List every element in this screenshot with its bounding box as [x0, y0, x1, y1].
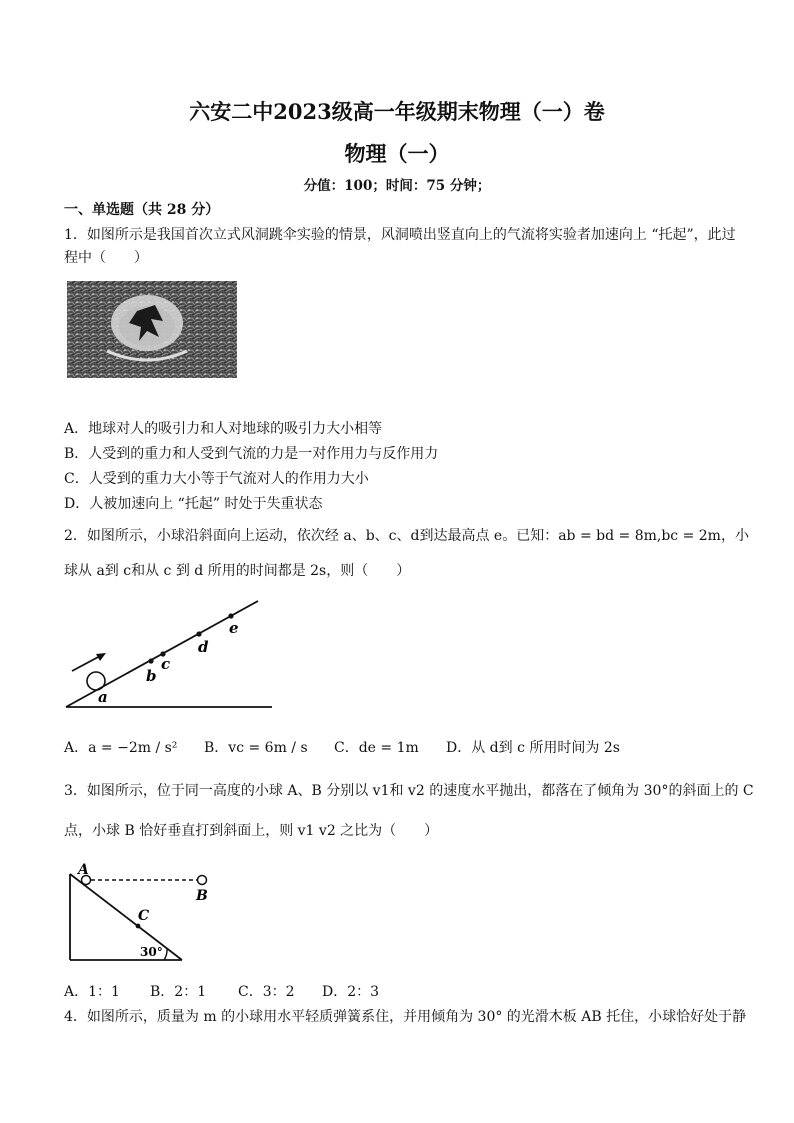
section-heading: 一、单选题（共 28 分）: [64, 202, 220, 218]
point-c: [136, 924, 141, 929]
q1-option-b: B．人受到的重力和人受到气流的力是一对作用力与反作用力: [64, 446, 439, 462]
q3-option-d: D．2：3: [322, 984, 380, 1000]
q1-stem-line1: 1．如图所示是我国首次立式风洞跳伞实验的情景，风洞喷出竖直向上的气流将实验者加速向上 “托起”，此过: [64, 227, 736, 243]
page-subtitle: 物理（一）: [344, 141, 450, 166]
q3-option-a: A．1：1: [64, 984, 120, 1000]
angle-label: 30°: [140, 945, 163, 959]
q3-stem-line1: 3．如图所示，位于同一高度的小球 A、B 分别以 v1和 v2 的速度水平抛出，都落在了倾角为 30°的斜面上的 C: [64, 783, 754, 799]
q2-option-c: C．de = 1m: [334, 740, 419, 756]
ball-b-icon: [198, 876, 207, 885]
label-c: c: [161, 655, 171, 673]
q1-option-d: D．人被加速向上 “托起” 时处于失重状态: [64, 496, 323, 512]
wind-tunnel-photo: [67, 281, 237, 378]
page-title: 六安二中2023级高一年级期末物理（一）卷: [189, 99, 605, 124]
label-a: A: [78, 862, 89, 878]
label-b: B: [196, 888, 208, 904]
q1-stem-line2: 程中（ ）: [64, 250, 148, 266]
slope-line: [70, 874, 182, 960]
q1-option-c: C．人受到的重力大小等于气流对人的作用力大小: [64, 471, 369, 487]
q3-option-c: C．3：2: [238, 984, 295, 1000]
label-e: e: [229, 619, 239, 637]
q2-stem-line2: 球从 a到 c和从 c 到 d 所用的时间都是 2s，则（ ）: [64, 563, 411, 579]
q1-option-a: A．地球对人的吸引力和人对地球的吸引力大小相等: [64, 421, 383, 437]
point-e: [228, 613, 233, 618]
velocity-arrow: [72, 655, 102, 671]
label-a: a: [98, 688, 108, 706]
q2-option-b: B．vc = 6m / s: [204, 740, 308, 756]
point-d: [196, 631, 201, 636]
q3-stem-line2: 点，小球 B 恰好垂直打到斜面上，则 v1 v2 之比为（ ）: [64, 823, 439, 839]
q3-option-b: B．2：1: [150, 984, 207, 1000]
q2-option-d: D．从 d到 c 所用时间为 2s: [446, 740, 620, 756]
point-b: [148, 658, 153, 663]
q2-option-a: A．a = −2m / s²: [64, 740, 178, 756]
angle-arc: [164, 949, 167, 960]
incline-diagram: [60, 595, 280, 715]
q2-stem-line1: 2．如图所示，小球沿斜面向上运动，依次经 a、b、c、d到达最高点 e。已知：ab = bd = 8m,bc = 2m，小: [64, 528, 749, 544]
projectile-diagram: [60, 858, 220, 968]
label-c: C: [138, 908, 150, 924]
label-b: b: [146, 667, 157, 685]
label-d: d: [198, 638, 209, 656]
q4-stem-line1: 4．如图所示，质量为 m 的小球用水平轻质弹簧系住，并用倾角为 30° 的光滑木板 AB 托住，小球恰好处于静: [64, 1009, 747, 1025]
exam-meta: 分值：100；时间：75 分钟；: [303, 178, 491, 194]
